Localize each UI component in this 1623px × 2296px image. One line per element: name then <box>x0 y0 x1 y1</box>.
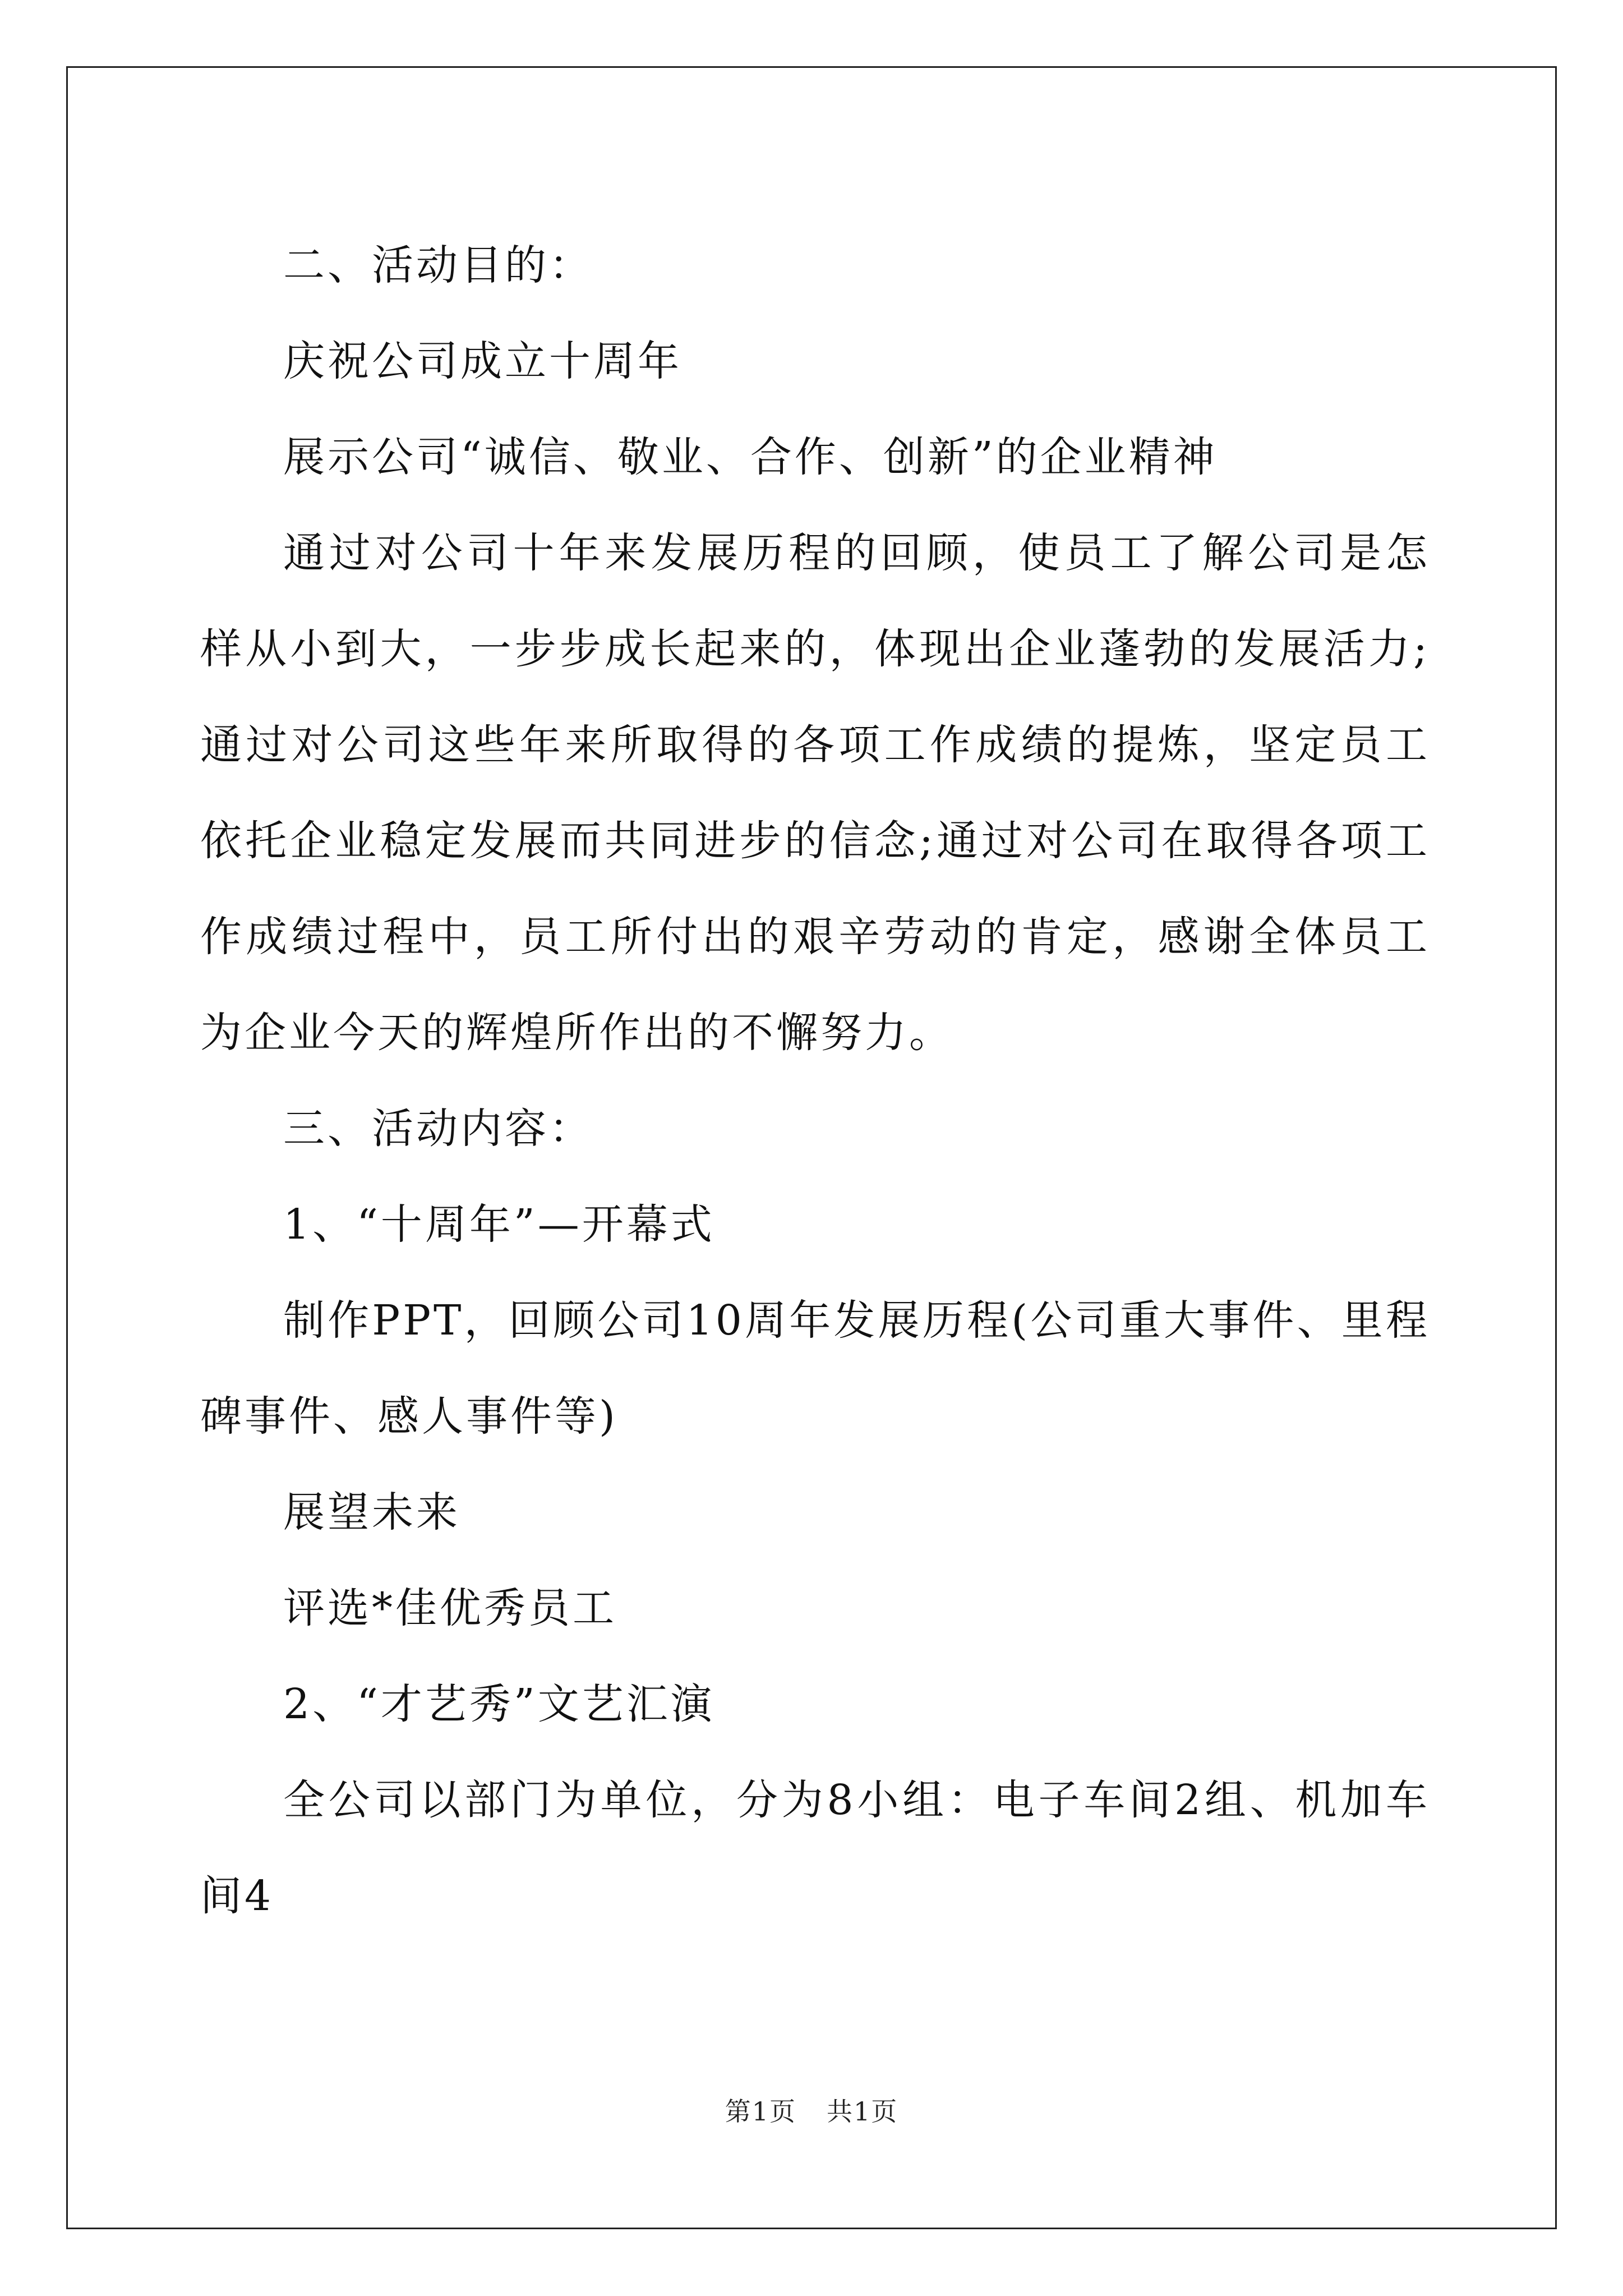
purpose-description-paragraph: 通过对公司十年来发展历程的回顾，使员工了解公司是怎样从小到大，一步步成长起来的，体现出企业蓬勃的发展活力;通过对公司这些年来所取得的各项工作成绩的提炼，坚定员工依托企业稳定发展而共同进步的信念;通过对公司在取得各项工作成绩过程中，员工所付出的艰辛劳动的肯定，感谢全体员工为企业今天的辉煌所作出的不懈努力。 <box>200 529 1430 1057</box>
page-footer <box>0 2091 1623 2128</box>
activity-heading-talent-show: 2、“才艺秀”文艺汇演 <box>283 1680 715 1728</box>
page-number-total: 共1页 <box>827 2096 898 2127</box>
activity-item-future: 展望未来 <box>283 1488 460 1536</box>
section-heading-content: 三、活动内容： <box>283 1105 593 1153</box>
section-heading-purpose: 二、活动目的： <box>283 241 593 289</box>
activity-ppt-paragraph: 制作PPT，回顾公司10周年发展历程(公司重大事件、里程碑事件、感人事件等) <box>200 1296 1430 1441</box>
document-body <box>200 218 1430 1944</box>
activity-heading-opening: 1、“十周年”—开幕式 <box>283 1200 715 1249</box>
activity-groups-paragraph: 全公司以部门为单位，分为8小组：电子车间2组、机加车间4 <box>200 1776 1430 1920</box>
purpose-item-celebrate: 庆祝公司成立十周年 <box>283 337 682 385</box>
purpose-item-spirit: 展示公司“诚信、敬业、合作、创新”的企业精神 <box>283 433 1218 481</box>
page-number-current: 第1页 <box>725 2096 796 2127</box>
activity-item-award: 评选*佳优秀员工 <box>283 1584 617 1632</box>
